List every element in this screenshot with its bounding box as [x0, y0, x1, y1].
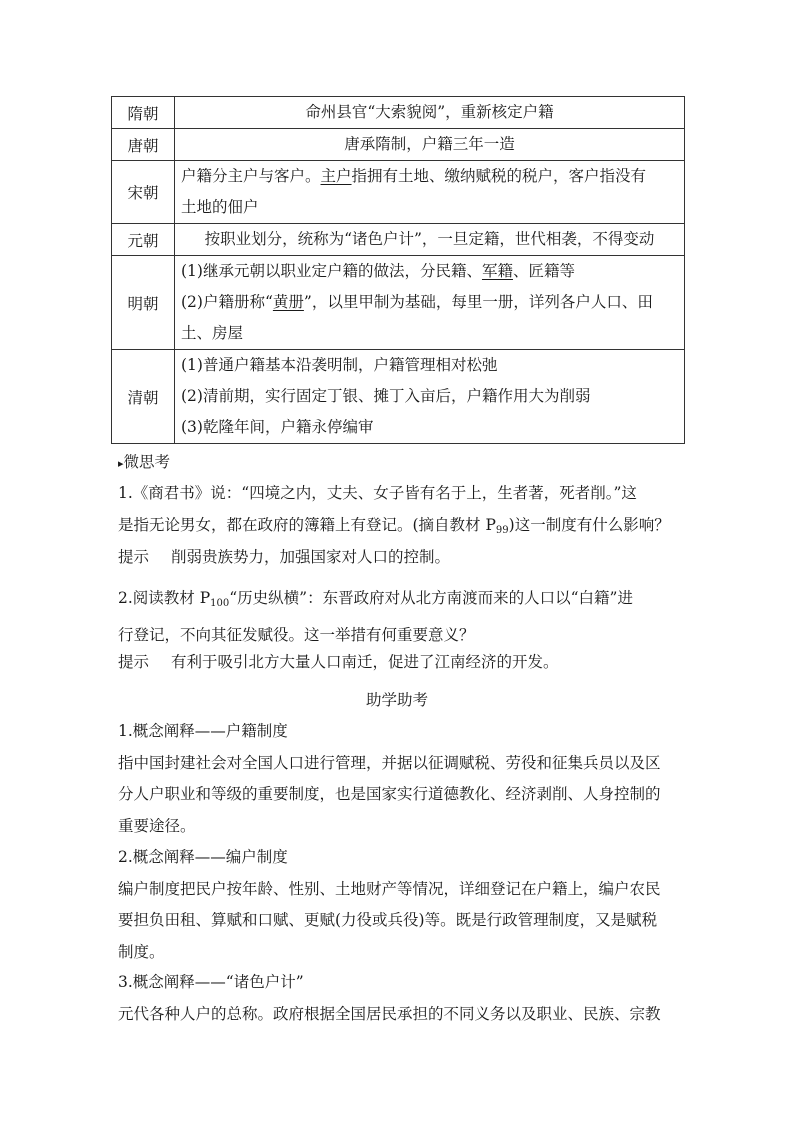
- concept-1: [118, 716, 688, 842]
- think-heading: [118, 447, 688, 480]
- concept-line: 指中国封建社会对全国人口进行管理，并据以征调赋税、劳役和征集兵员以及区: [118, 753, 661, 772]
- description-line: [181, 287, 678, 318]
- text-segment: 指拥有土地、缴纳赋税的税户，客户指没有: [351, 167, 647, 185]
- hint-2: [118, 647, 688, 679]
- page-subscript: 99: [495, 524, 509, 536]
- dynasty-cell: 清朝: [112, 350, 175, 444]
- concept-line: 重要途径。: [118, 816, 196, 835]
- description-cell: [175, 350, 685, 444]
- hint-1: [118, 542, 688, 574]
- hint-answer: 有利于吸引北方大量人口南迁，促进了江南经济的开发。: [171, 653, 559, 671]
- underlined-term: 军籍: [481, 262, 513, 280]
- hint-label: 提示: [118, 653, 150, 671]
- concept-title: 2.概念阐释——编户制度: [118, 848, 288, 866]
- hint-label: 提示: [118, 548, 150, 566]
- description-cell: 唐承隋制，户籍三年一造: [175, 129, 685, 161]
- concept-title: 3.概念阐释——“诸色户计”: [118, 973, 304, 991]
- description-line: (2)清前期，实行固定丁银、摊丁入亩后，户籍作用大为削弱: [181, 387, 591, 405]
- question-1: [118, 478, 688, 546]
- description-line: [181, 161, 678, 192]
- description-line: (3)乾隆年间，户籍永停编审: [181, 418, 374, 436]
- heading-text: 微思考: [123, 453, 171, 471]
- question-line: 行登记，不向其征发赋役。这一举措有何重要意义？: [118, 625, 475, 644]
- description-line: [181, 256, 678, 287]
- underlined-term: 主户: [320, 167, 352, 185]
- text-segment: )这一制度有什么影响？: [508, 515, 670, 534]
- description-line: (1)普通户籍基本沿袭明制，户籍管理相对松弛: [181, 356, 498, 374]
- dynasty-cell: 元朝: [112, 224, 175, 256]
- underlined-term: 黄册: [272, 293, 304, 311]
- concept-line: 元代各种人户的总称。政府根据全国居民承担的不同义务以及职业、民族、宗教: [118, 1004, 661, 1023]
- concept-title: 1.概念阐释——户籍制度: [118, 722, 288, 740]
- section-title: 助学助考: [365, 691, 428, 709]
- hint-answer: 削弱贵族势力，加强国家对人口的控制。: [171, 548, 451, 566]
- description-cell: [175, 161, 685, 224]
- page-subscript: 100: [210, 598, 230, 609]
- dynasty-cell: 隋朝: [112, 97, 175, 129]
- concept-3: [118, 967, 688, 1030]
- text-segment: ”，以里甲制为基础，每里一册，详列各户人口、田: [303, 293, 653, 311]
- dynasty-cell: 明朝: [112, 256, 175, 350]
- dynasty-cell: 唐朝: [112, 129, 175, 161]
- concept-line: 制度。: [118, 942, 165, 961]
- concept-2: [118, 842, 688, 968]
- concept-line: 编户制度把民户按年龄、性别、土地财产等情况，详细登记在户籍上，编户农民: [118, 879, 661, 898]
- question-line: [118, 583, 688, 620]
- table-row: [112, 224, 685, 256]
- household-registration-table: [111, 96, 685, 444]
- text-segment: (2)户籍册称“: [181, 293, 273, 311]
- concept-line: 分人户职业和等级的重要制度，也是国家实行道德教化、经济剥削、人身控制的: [118, 785, 661, 803]
- triangle-marker-icon: ▸: [118, 457, 124, 470]
- question-2: [118, 583, 688, 651]
- description-cell: 按职业划分，统称为“诸色户计”，一旦定籍，世代相袭，不得变动: [175, 224, 685, 256]
- text-segment: (1)继承元朝以职业定户籍的做法，分民籍、: [181, 262, 482, 280]
- description-line: 土地的佃户: [181, 198, 259, 216]
- table-row: [112, 97, 685, 129]
- text-segment: 是指无论男女，都在政府的簿籍上有登记。(摘自教材 P: [118, 515, 496, 534]
- description-cell: 命州县官“大索貌阅”，重新核定户籍: [175, 97, 685, 129]
- text-segment: 、匠籍等: [512, 262, 575, 280]
- description-line: 土、房屋: [181, 324, 244, 342]
- description-cell: [175, 256, 685, 350]
- concept-line: 要担负田租、算赋和口赋、更赋(力役或兵役)等。既是行政管理制度，又是赋税: [118, 911, 658, 929]
- question-line: [118, 510, 688, 547]
- text-segment: 户籍分主户与客户。: [181, 167, 321, 185]
- table-row: [112, 129, 685, 161]
- question-line: 1.《商君书》说：“四境之内，丈夫、女子皆有名于上，生者著，死者削。”这: [118, 484, 637, 502]
- table-row: [112, 256, 685, 350]
- table-row: [112, 350, 685, 444]
- text-segment: 2.阅读教材 P: [118, 589, 211, 607]
- text-segment: “历史纵横”：东晋政府对从北方南渡而来的人口以“白籍”进: [229, 589, 633, 607]
- dynasty-cell: 宋朝: [112, 161, 175, 224]
- table-row: [112, 161, 685, 224]
